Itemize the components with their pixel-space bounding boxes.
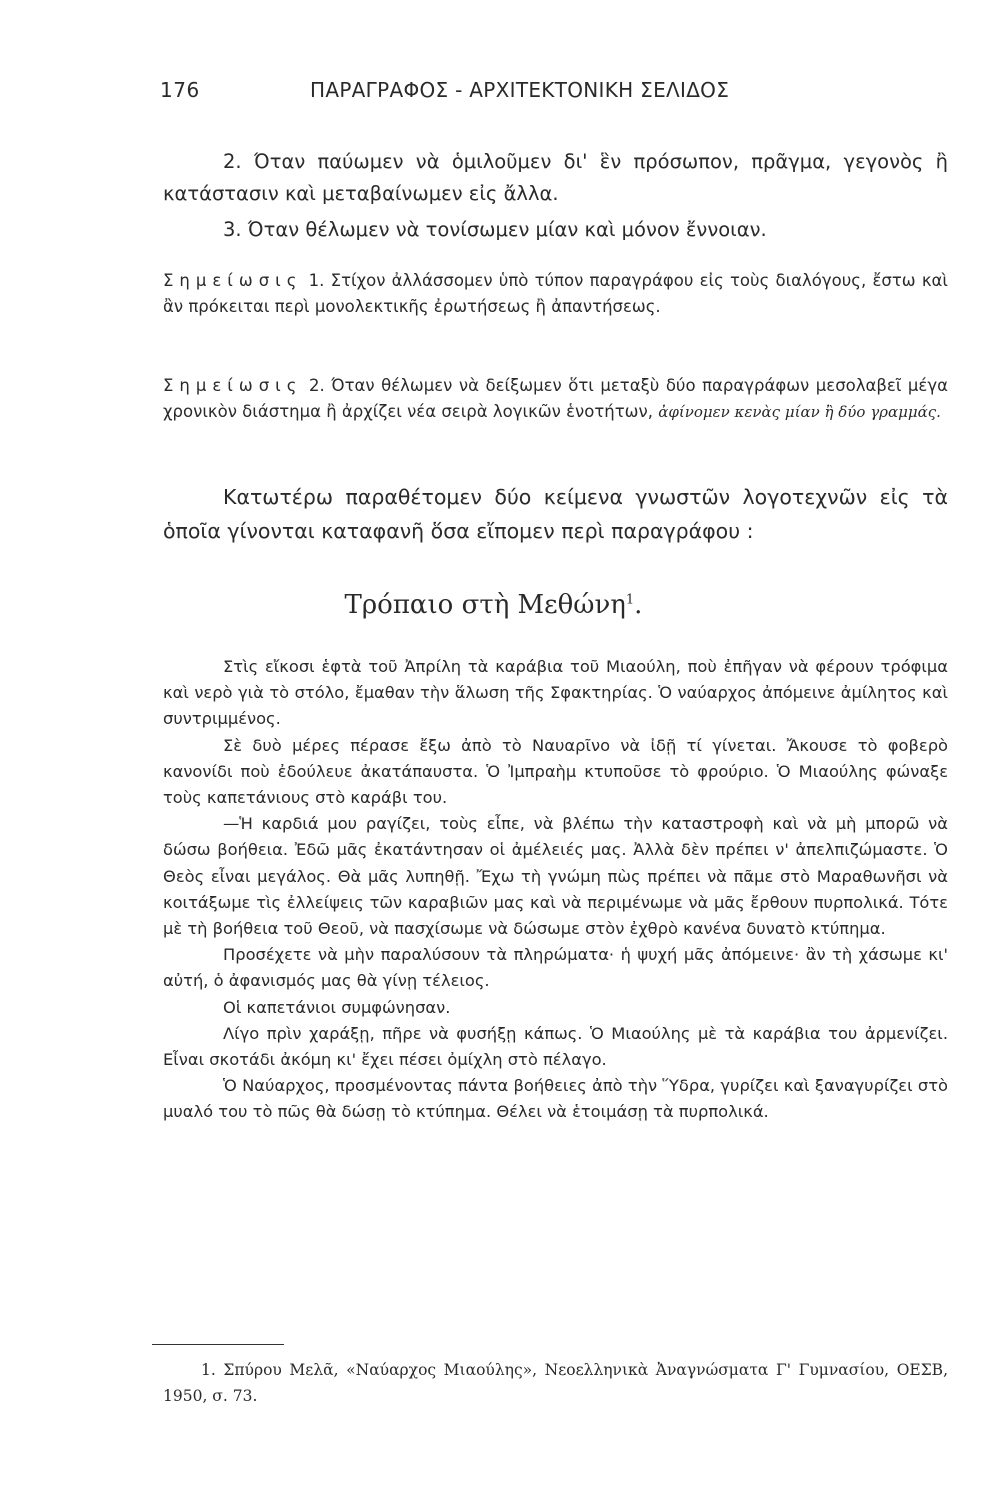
story-paragraph: Οἱ καπετάνιοι συμφώνησαν. [223,997,451,1017]
note-text: 1. Στίχον ἀλλάσσομεν ὑπὸ τύπον παραγράφου εἰς τοὺς διαλόγους, ἔστω καὶ ἂν πρόκειται περὶ μονολεκτικῆς ἐρωτήσεως ἢ ἀπαντήσεως. [163,271,949,316]
intro-text: Κατωτέρω παραθέτομεν δύο κείμενα γνωστῶν λογοτεχνῶν εἰς τὰ ὁποῖα γίνονται καταφανῆ ὅσα εἴπομεν περὶ παραγράφου : [163,485,948,543]
note-italic-text: ἀφίνομεν κενὰς μίαν ἢ δύο γραμμάς. [658,403,941,421]
note-label: Σημείωσις [163,271,303,290]
note-2 [163,373,948,425]
running-title: ΠΑΡΑΓΡΑΦΟΣ - ΑΡΧΙΤΕΚΤΟΝΙΚΗ ΣΕΛΙΔΟΣ [310,78,730,102]
running-header [160,78,810,108]
list-item: 3. Όταν θέλωμεν νὰ τονίσωμεν μίαν καὶ μόνον ἔννοιαν. [223,218,767,241]
story-paragraph: Ὁ Ναύαρχος, προσμένοντας πάντα βοήθειες ἀπὸ τὴν Ὕδρα, γυρίζει καὶ ξαναγυρίζει στὸ μυαλό του τὸ πῶς θὰ δώσῃ τὸ κτύπημα. Θέλει νὰ ἑτοιμάσῃ τὰ πυρπολικά. [163,1076,948,1122]
story-paragraph: Λίγο πρὶν χαράξῃ, πῆρε νὰ φυσήξῃ κάπως. Ὁ Μιαούλης μὲ τὰ καράβια του ἀρμενίζει. Εἶναι σκοτάδι ἀκόμη κι' ἔχει πέσει ὀμίχλη στὸ πέλαγο. [163,1023,948,1070]
story-title-text: Τρόπαιο στὴ Μεθώνη [344,590,626,620]
story-paragraph: Προσέχετε νὰ μὴν παραλύσουν τὰ πληρώματα· ἡ ψυχή μᾶς ἀπόμεινε· ἂν τὴ χάσωμε κι' αὐτή, ὁ ἀφανισμός μας θὰ γίνῃ τέλειος. [163,945,948,991]
story-paragraph: —Ἡ καρδιά μου ραγίζει, τοὺς εἶπε, νὰ βλέπω τὴν καταστροφὴ καὶ νὰ μὴ μπορῶ νὰ δώσω βοήθεια. Ἐδῶ μᾶς ἐκατάντησαν οἱ ἀμέλειές μας. Ἀλλὰ δὲν πρέπει ν' ἀπελπιζώμαστε. Ὁ Θεὸς εἶναι μεγάλος. Θὰ μᾶς λυπηθῇ. Ἔχω τὴ γνώμη πὼς πρέπει νὰ πᾶμε στὸ Μαραθωνῆσι νὰ κοιτάξωμε τὶς ἐλλείψεις τῶν καραβιῶν μας καὶ νὰ περιμένωμε νὰ μᾶς ἔρθουν πυρπολικά. Τότε μὲ τὴ βοήθεια τοῦ Θεοῦ, νὰ πασχίσωμε νὰ δώσωμε στὸν ἐχθρὸ κανένα δυνατὸ κτύπημα. [163,814,948,939]
story-title: Τρόπαιο στὴ Μεθώνη$^1$. [344,590,643,620]
note-1 [163,268,948,320]
story-body [163,654,948,1126]
note-label: Σημείωσις [163,376,303,395]
list-section [163,146,948,246]
footnote: 1. Σπύρου Μελᾶ, «Ναύαρχος Μιαούλης», Νεοελληνικὰ Ἀναγνώσματα Γ' Γυμνασίου, ΟΕΣΒ, 1950, σ. 73. [163,1361,948,1405]
intro-paragraph [163,480,948,548]
page-number: 176 [160,78,200,102]
footnote-divider [152,1344,284,1345]
story-paragraph: Σὲ δυὸ μέρες πέρασε ἔξω ἀπὸ τὸ Ναυαρῖνο νὰ ἰδῇ τί γίνεται. Ἄκουσε τὸ φοβερὸ κανονίδι ποὺ ἐδούλευε ἀκατάπαυστα. Ὁ Ἰμπραὴμ κτυποῦσε τὸ φρούριο. Ὁ Μιαούλης φώναξε τοὺς καπετάνιους στὸ καράβι του. [163,735,948,808]
footnote-ref: 1 [625,592,635,608]
story-paragraph: Στὶς εἴκοσι ἑφτὰ τοῦ Ἀπρίλη τὰ καράβια τοῦ Μιαούλη, ποὺ ἐπῆγαν νὰ φέρουν τρόφιμα καὶ νερὸ γιὰ τὸ στόλο, ἔμαθαν τὴν ἅλωση τῆς Σφακτηρίας. Ὁ ναύαρχος ἀπόμεινε ἀμίλητος καὶ συντριμμένος. [163,657,948,729]
note-text: 2. Όταν θέλωμεν νὰ δείξωμεν ὅτι μεταξὺ δύο παραγράφων μεσολαβεῖ μέγα χρονικὸν διάστημα ἢ ἀρχίζει νέα σειρὰ λογικῶν ἑνοτήτων, [163,376,948,421]
list-item: 2. Όταν παύωμεν νὰ ὁμιλοῦμεν δι' ἓν πρόσωπον, πρᾶγμα, γεγονὸς ἢ κατάστασιν καὶ μεταβαίνωμεν εἰς ἄλλα. [163,150,948,205]
